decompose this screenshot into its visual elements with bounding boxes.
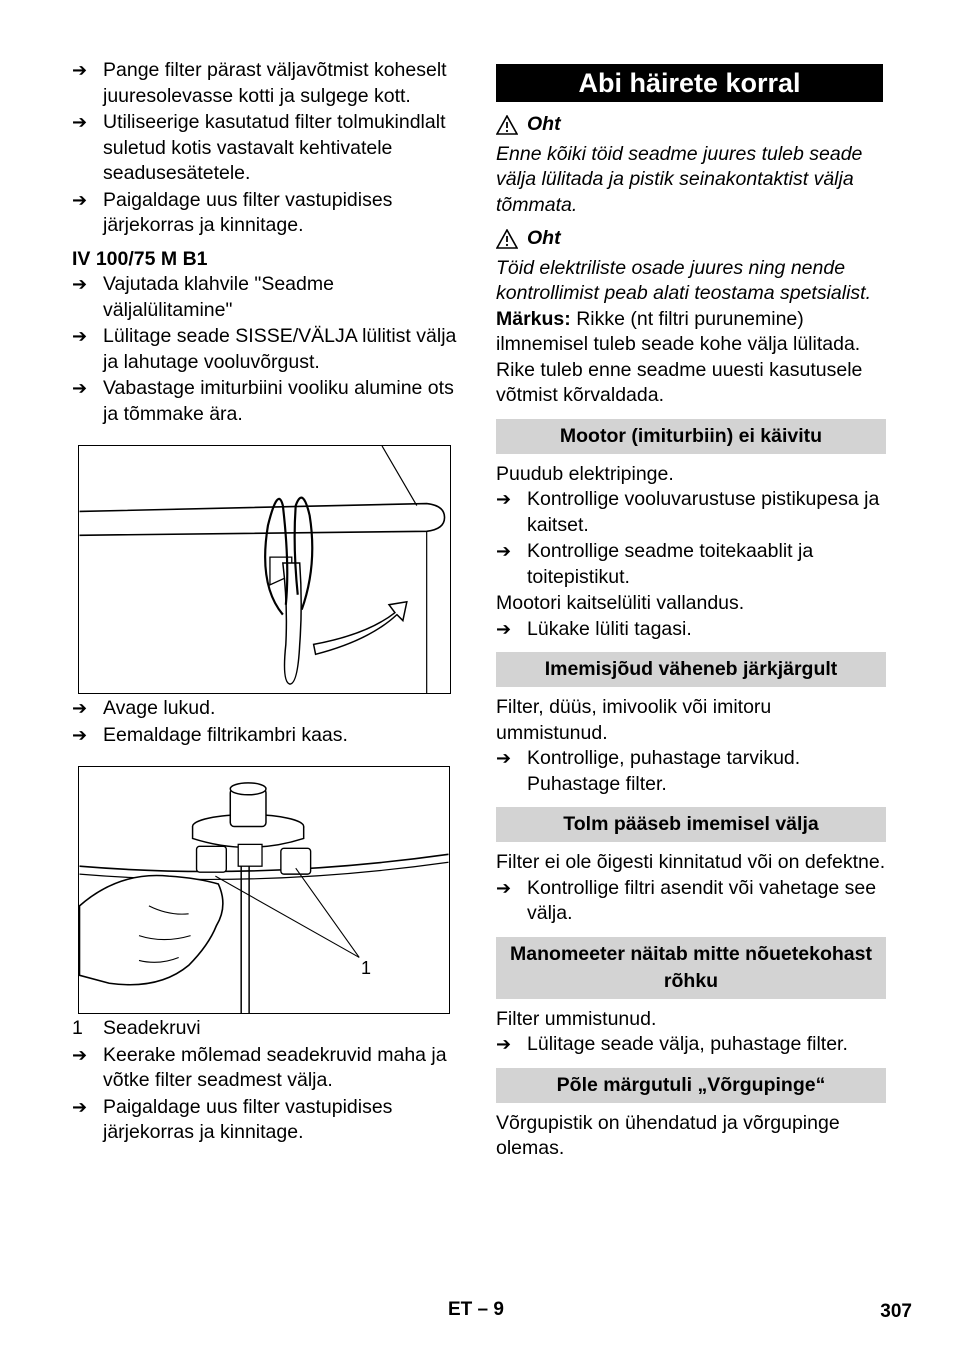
caption-text: Seadekruvi (103, 1017, 201, 1039)
warning-label: Oht (527, 113, 561, 135)
note-paragraph (496, 307, 886, 409)
warning-heading (496, 112, 886, 138)
arrow-right-icon: ➔ (496, 1034, 512, 1054)
cause-text: Filter, düüs, imivoolik või imitoru ummistunud. (496, 696, 772, 744)
footer-language-page: ET – 9 (448, 1299, 504, 1320)
page-number: 307 (880, 1301, 912, 1322)
figure-caption (72, 1016, 462, 1042)
arrow-right-icon: ➔ (72, 724, 88, 745)
warning-text: Enne kõiki töid seadme juures tuleb seade välja lülitada ja pistik seinakontaktist välja tõmmata. (496, 142, 863, 216)
instruction-step: ➔ Eemaldage filtrikambri kaas. (72, 723, 462, 749)
steps-top (72, 58, 462, 239)
right-column (496, 64, 886, 1162)
chapter-title: Abi häirete korral (496, 64, 883, 102)
remedy-step: ➔ Lükake lüliti tagasi. (496, 617, 886, 643)
model-heading: IV 100/75 M B1 (72, 247, 208, 270)
instruction-step: ➔ Lülitage seade SISSE/VÄLJA lülitist välja ja lahutage vooluvõrgust. (72, 325, 457, 373)
cause-text: Puudub elektripinge. (496, 462, 674, 485)
section-heading: Põle märgutuli „Võrgupinge“ (496, 1068, 886, 1103)
cause-text: Filter ei ole õigesti kinnitatud või on defektne. (496, 851, 886, 873)
figure-callout-1: 1 (361, 958, 372, 978)
remedy-step: ➔ Kontrollige seadme toitekaablit ja toitepistikut. (496, 540, 814, 588)
section-heading: Tolm pääseb imemisel välja (496, 807, 886, 842)
arrow-right-icon: ➔ (496, 618, 512, 639)
arrow-right-icon: ➔ (72, 1044, 88, 1065)
warning-triangle-icon (496, 115, 518, 135)
note-label: Märkus: (496, 307, 571, 330)
instruction-step: ➔ Paigaldage uus filter vastupidises järjekorras ja kinnitage. (72, 1095, 393, 1143)
remedy-step: ➔ Lülitage seade välja, puhastage filter. (496, 1032, 886, 1058)
arrow-right-icon: ➔ (72, 189, 88, 210)
remedy-step: ➔ Kontrollige vooluvarustuse pistikupesa ja kaitset. (496, 488, 880, 536)
note-text: Rikke (nt filtri purunemine) ilmnemisel tuleb seade kohe välja lülitada. Rike tuleb enne seadme uuesti kasutusele võtmist kõrvaldada. (496, 307, 863, 406)
arrow-right-icon: ➔ (72, 326, 88, 346)
arrow-right-icon: ➔ (496, 541, 512, 561)
arrow-right-icon: ➔ (72, 60, 88, 80)
section-heading: Imemisjõud väheneb järkjärgult (496, 652, 886, 687)
remedy-step: ➔ Kontrollige filtri asendit või vahetage see välja. (496, 876, 877, 924)
set-screws-illustration (79, 767, 449, 1013)
figure-set-screws (78, 766, 450, 1014)
cause-text: Võrgupistik on ühendatud ja võrgupinge olemas. (496, 1111, 840, 1159)
section-heading: Manomeeter näitab mitte nõuetekohast rõhku (496, 937, 886, 999)
warning-triangle-icon (496, 229, 518, 249)
warning-heading (496, 226, 886, 252)
left-column (72, 58, 462, 1147)
instruction-step: ➔ Pange filter pärast väljavõtmist koheselt juuresolevasse kotti ja sulgege kott. (72, 59, 447, 107)
instruction-step: ➔ Paigaldage uus filter vastupidises järjekorras ja kinnitage. (72, 188, 393, 236)
arrow-right-icon: ➔ (496, 748, 512, 768)
remedy-step: ➔ Kontrollige, puhastage tarvikud. Puhastage filter. (496, 747, 801, 795)
instruction-step: ➔ Keerake mõlemad seadekruvid maha ja võtke filter seadmest välja. (72, 1043, 447, 1091)
arrow-right-icon: ➔ (72, 112, 88, 132)
filter-lock-illustration (79, 446, 450, 693)
warning-label: Oht (527, 227, 561, 249)
cause-text: Filter ummistunud. (496, 1007, 657, 1030)
caption-number: 1 (72, 1017, 83, 1039)
arrow-right-icon: ➔ (72, 1096, 88, 1117)
arrow-right-icon: ➔ (496, 489, 512, 509)
cause-text: Mootori kaitselüliti vallandus. (496, 592, 745, 614)
section-heading: Mootor (imiturbiin) ei käivitu (496, 419, 886, 454)
arrow-right-icon: ➔ (72, 274, 88, 294)
warning-text: Töid elektriliste osade juures ning nende kontrollimist peab alati teostama spetsialist. (496, 256, 872, 304)
arrow-right-icon: ➔ (496, 877, 512, 898)
figure-filter-lock (78, 445, 451, 694)
arrow-right-icon: ➔ (72, 698, 88, 718)
instruction-step: ➔ Utiliseerige kasutatud filter tolmukindlalt suletud kotis vastavalt kehtivatele seadusesätetele. (72, 111, 446, 184)
arrow-right-icon: ➔ (72, 378, 88, 398)
instruction-step: ➔ Avage lukud. (72, 696, 462, 722)
instruction-step: ➔ Vabastage imiturbiini vooliku alumine ots ja tõmmake ära. (72, 377, 454, 425)
troubleshooting-sections (496, 419, 886, 1162)
instruction-step: ➔ Vajutada klahvile "Seadme väljalülitamine" (72, 273, 334, 321)
